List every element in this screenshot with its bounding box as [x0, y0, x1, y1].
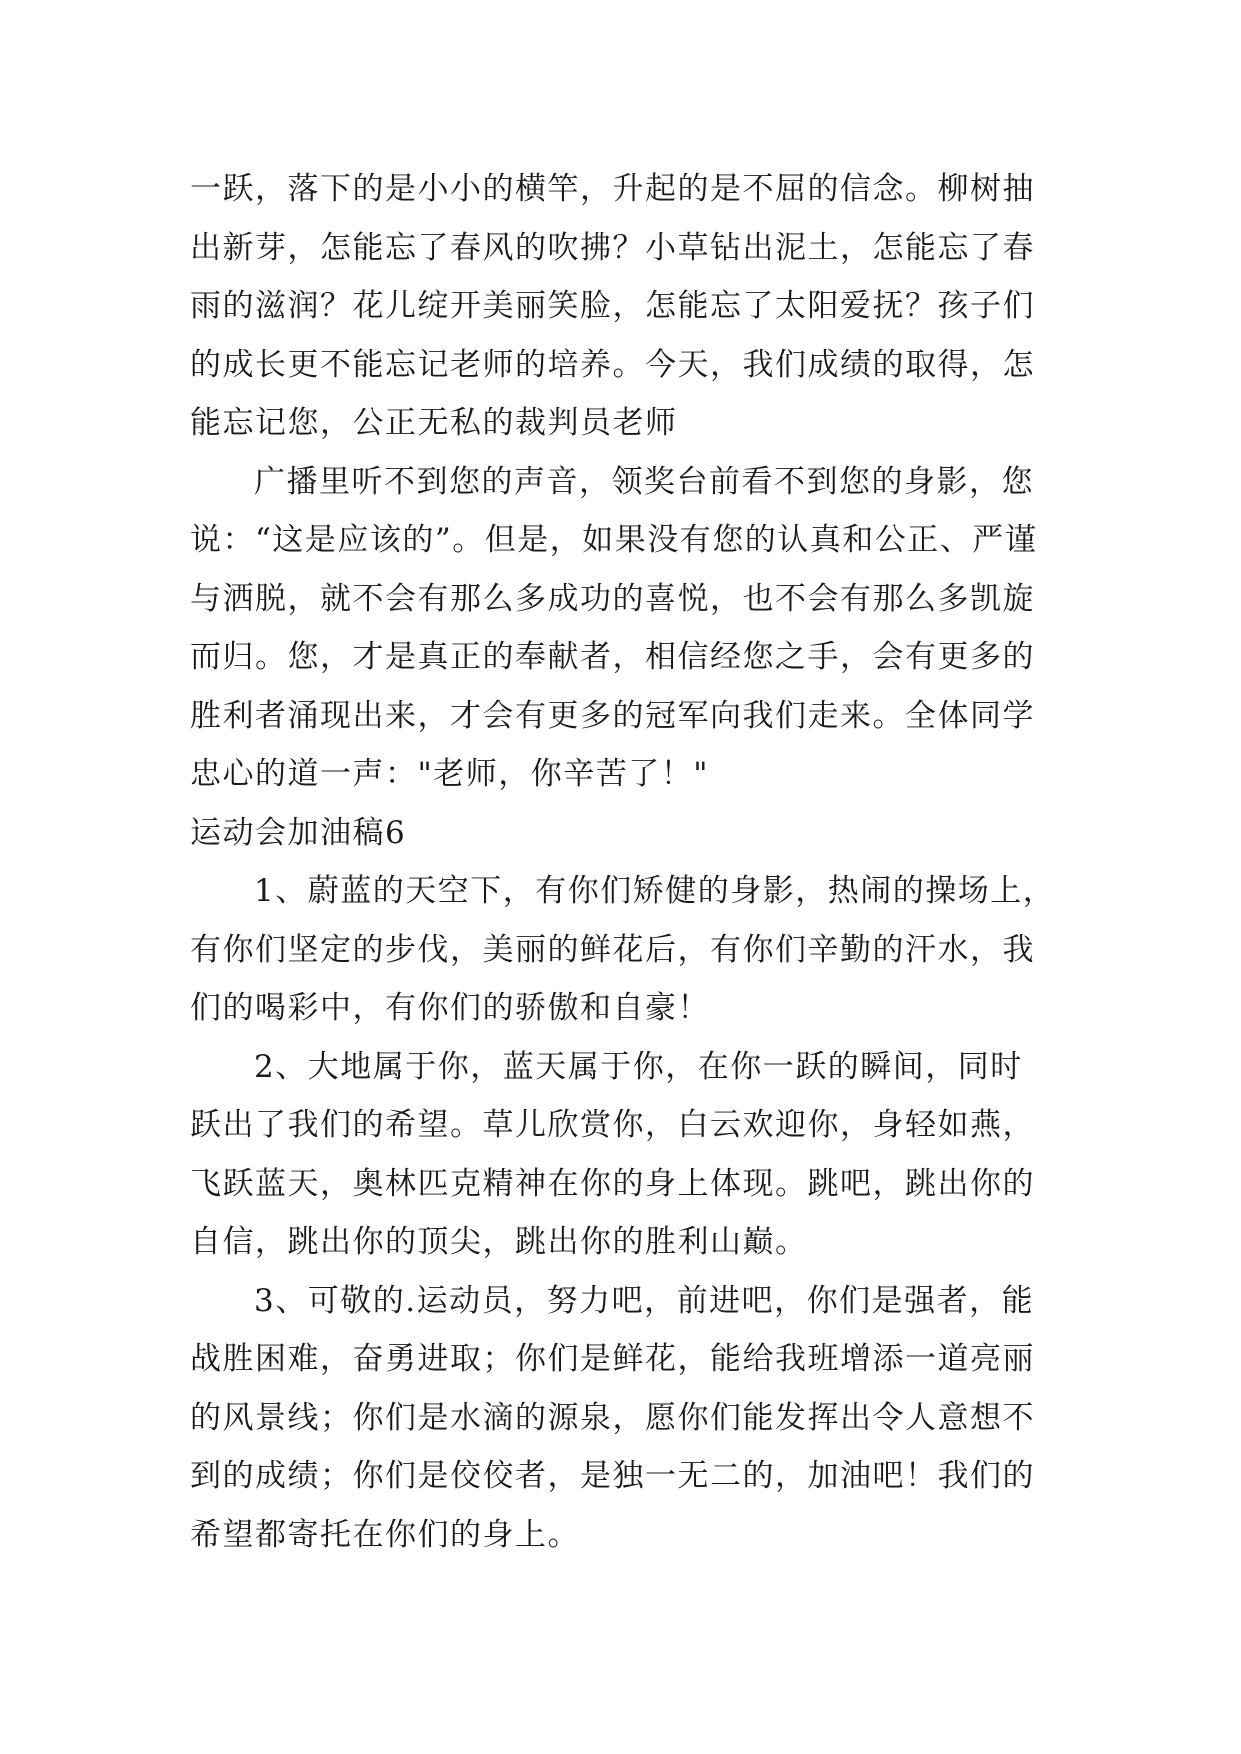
text-line: 广播里听不到您的声音，领奖台前看不到您的身影，您	[254, 463, 1034, 500]
text-line: 飞跃蓝天，奥林匹克精神在你的身上体现。跳吧，跳出你的	[190, 1165, 1035, 1202]
text-line: 们的喝彩中，有你们的骄傲和自豪！	[190, 990, 710, 1026]
text-line: 一跃，落下的是小小的横竿，升起的是不屈的信念。柳树抽	[190, 171, 1035, 207]
text-line: 能忘记您，公正无私的裁判员老师	[190, 405, 678, 441]
text-line: 2、大地属于你，蓝天属于你，在你一跃的瞬间，同时	[254, 1048, 1023, 1085]
text-line: 3、可敬的.运动员，努力吧，前进吧，你们是强者，能	[254, 1282, 1035, 1319]
text-line: 战胜困难，奋勇进取；你们是鲜花，能给我班增添一道亮丽	[190, 1341, 1035, 1377]
paragraph-2	[190, 453, 1060, 804]
text-line: 雨的滋润？花儿绽开美丽笑脸，怎能忘了太阳爱抚？孩子们	[190, 288, 1035, 324]
text-line: 有你们坚定的步伐，美丽的鲜花后，有你们辛勤的汗水，我	[190, 931, 1035, 968]
text-line: 1、蔚蓝的天空下，有你们矫健的身影，热闹的操场上，	[254, 873, 1056, 909]
paragraph-3	[190, 862, 1060, 1038]
text-line: 忠心的道一声："老师，你辛苦了！"	[190, 756, 710, 792]
text-line: 跃出了我们的希望。草儿欣赏你，白云欢迎你，身轻如燕，	[190, 1107, 1035, 1143]
text-line: 胜利者涌现出来，才会有更多的冠军向我们走来。全体同学	[190, 697, 1035, 734]
section-heading	[190, 804, 1060, 863]
text-line: 与洒脱，就不会有那么多成功的喜悦，也不会有那么多凯旋	[190, 580, 1035, 617]
paragraph-5	[190, 1272, 1060, 1565]
text-line: 到的成绩；你们是佼佼者，是独一无二的，加油吧！我们的	[190, 1458, 1035, 1494]
document-body	[190, 160, 1060, 1564]
text-line: 的成长更不能忘记老师的培养。今天，我们成绩的取得，怎	[190, 346, 1035, 383]
text-line: 自信，跳出你的顶尖，跳出你的胜利山巅。	[190, 1224, 808, 1260]
text-line: 而归。您，才是真正的奉献者，相信经您之手，会有更多的	[190, 639, 1035, 675]
paragraph-4	[190, 1038, 1060, 1272]
text-line: 说：“这是应该的”。但是，如果没有您的认真和公正、严谨	[190, 522, 1038, 558]
text-line: 希望都寄托在你们的身上。	[190, 1516, 580, 1553]
heading-text: 运动会加油稿6	[190, 814, 407, 851]
text-line: 的风景线；你们是水滴的源泉，愿你们能发挥出令人意想不	[190, 1399, 1035, 1436]
text-line: 出新芽，怎能忘了春风的吹拂？小草钻出泥土，怎能忘了春	[190, 229, 1035, 266]
paragraph-1	[190, 160, 1060, 453]
